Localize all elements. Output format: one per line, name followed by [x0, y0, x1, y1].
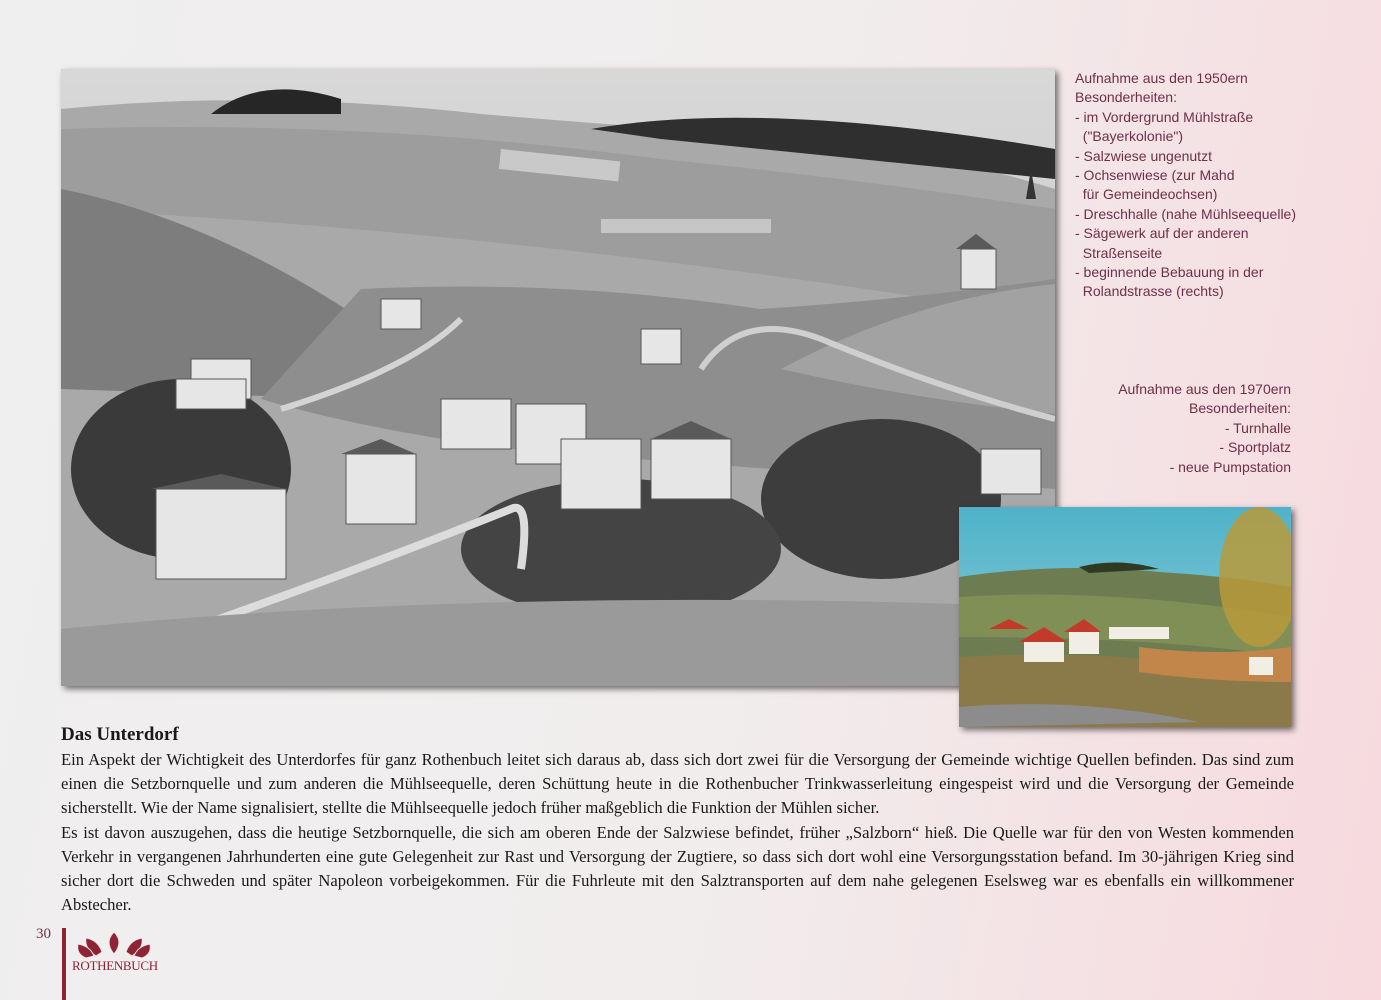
caption-line: - Ochsenwiese (zur Mahd: [1075, 167, 1235, 184]
caption-line: Aufnahme aus den 1950ern: [1075, 70, 1248, 86]
caption-line: - Salzwiese ungenutzt: [1075, 147, 1212, 164]
caption-1950s: [1075, 69, 1375, 302]
caption-line: - beginnende Bebauung in der: [1075, 264, 1264, 281]
caption-line: - Sportplatz: [1219, 439, 1291, 456]
logo-wordmark: ROTHENBUCH: [72, 958, 158, 973]
caption-line: - Dreschhalle (nahe Mühlseequelle): [1075, 205, 1297, 222]
photo-1950s: [61, 69, 1055, 686]
caption-line: Aufnahme aus den 1970ern: [1118, 381, 1291, 397]
footer-accent-bar: [62, 928, 66, 1000]
caption-line: - im Vordergrund Mühlstraße: [1075, 108, 1254, 125]
caption-line: - Turnhalle: [1224, 419, 1291, 436]
caption-1970s: [1060, 380, 1291, 477]
page-number: 30: [36, 926, 51, 942]
caption-line: ("Bayerkolonie"): [1075, 128, 1183, 145]
article-paragraph: Ein Aspekt der Wichtigkeit des Unterdorfes für ganz Rothenbuch leitet sich daraus ab, dass sich dort zwei für die Versorgung der Gemeinde wichtige Quellen befinden. Das sind zum einen die Setzbornquelle und zum anderen die Mühlseequelle, deren Schüttung heute in die Rothenbucher Trinkwasserleitung eingespeist wird und die Versorgung der Gemeinde sicherstellt. Wie der Name signalisiert, stellte die Mühlseequelle jedoch früher maßgeblich die Funktion der Mühlen sicher.: [61, 750, 1294, 818]
photo-1970s: [959, 507, 1291, 727]
article-body: [61, 748, 1294, 917]
caption-line: Straßenseite: [1075, 244, 1163, 261]
caption-line: Besonderheiten:: [1075, 89, 1177, 106]
caption-line: - neue Pumpstation: [1169, 458, 1291, 475]
caption-line: Besonderheiten:: [1189, 400, 1291, 417]
article-paragraph: Es ist davon auszugehen, dass die heutige Setzbornquelle, die sich am oberen Ende der Salzwiese befindet, früher „Salzborn“ hieß. Die Quelle war für den von Westen kommenden Verkehr in vergangenen Jahrhunderten eine gute Gelegenheit zur Rast und Versorgung der Zugtiere, so dass sich dort wohl eine Versorgungsstation befand. Im 30-jährigen Krieg sind sicher dort die Schweden und später Napoleon vorbeigekommen. Für die Fuhrleute mit den Salztransporten auf dem nahe gelegenen Eselsweg war es ebenfalls ein willkommener Abstecher.: [61, 822, 1294, 915]
article-heading: Das Unterdorf: [61, 724, 179, 745]
caption-line: - Sägewerk auf der anderen: [1075, 225, 1249, 242]
caption-line: Rolandstrasse (rechts): [1075, 283, 1224, 300]
caption-line: für Gemeindeochsen): [1075, 186, 1218, 203]
